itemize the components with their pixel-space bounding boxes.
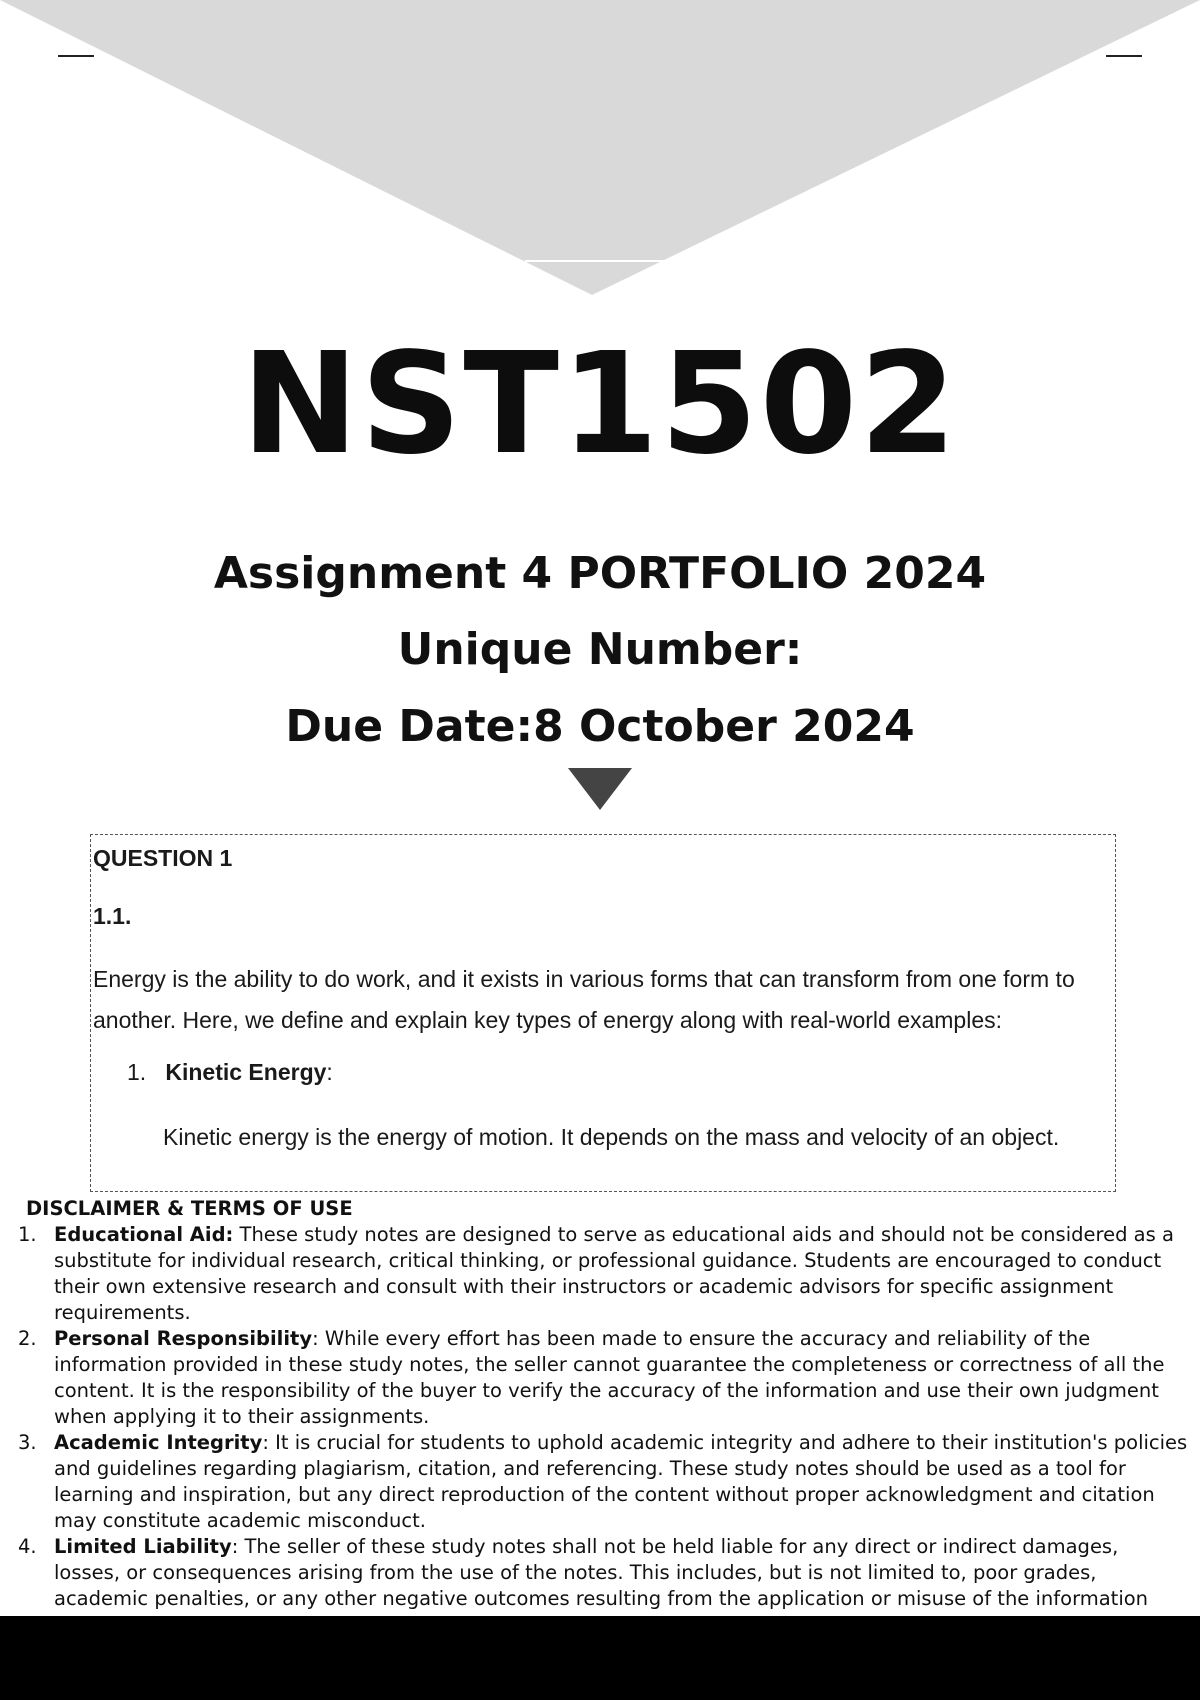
disclaimer-item-text: These study notes are designed to serve as educational aids and should not be considered as a substitute for individual research, critical thinking, or professional guidance. Students are encouraged to conduct their own extensive research and consult with their instructors or academic advisors for specific assignment requirements.	[54, 1223, 1174, 1324]
disclaimer-item-academic-integrity	[0, 1430, 1200, 1534]
course-code-title: NST1502	[241, 323, 959, 486]
question-heading: QUESTION 1	[93, 845, 233, 871]
disclaimer-list	[0, 1222, 1200, 1612]
disclaimer-item-title: Limited Liability	[54, 1535, 232, 1558]
disclaimer-section	[0, 1196, 1200, 1612]
disclaimer-item-title: Educational Aid:	[54, 1223, 234, 1246]
question-list-item	[127, 1059, 333, 1086]
question-intro: Energy is the ability to do work, and it exists in various forms that can transform from one form to another. Here, we define and explain key types of energy along with real-world examples:	[93, 966, 1075, 1033]
disclaimer-item-text: : While every effort has been made to ensure the accuracy and reliability of the information provided in these study notes, the seller cannot guarantee the completeness or correctness of all the content. It is the responsibility of the buyer to verify the accuracy of the information and use their own judgment when applying it to their assignments.	[54, 1327, 1165, 1428]
disclaimer-item-number: 3.	[18, 1431, 37, 1454]
list-item-text: Kinetic energy is the energy of motion. It depends on the mass and velocity of an object.	[163, 1124, 1060, 1150]
disclaimer-item-number: 1.	[18, 1223, 37, 1246]
list-item-number: 1.	[127, 1059, 147, 1085]
disclaimer-item-text: : The seller of these study notes shall not be held liable for any direct or indirect damages, losses, or consequences arising from the use of the notes. This includes, but is not limited to, poor grades, academic penalties, or any other negative outcomes resulting from the application or misuse of the information	[54, 1535, 1149, 1610]
down-arrow-icon	[568, 768, 632, 810]
disclaimer-item-text: : It is crucial for students to uphold academic integrity and adhere to their institution's policies and guidelines regarding plagiarism, citation, and referencing. These study notes should be used as a tool for learning and inspiration, but any direct reproduction of the content without proper acknowledgment and citation may constitute academic misconduct.	[54, 1431, 1188, 1532]
disclaimer-item-limited-liability	[0, 1534, 1200, 1612]
question-preview-box	[90, 834, 1116, 1192]
corner-line-right	[1106, 55, 1142, 57]
list-item-title: Kinetic Energy	[165, 1059, 327, 1085]
corner-line-left	[58, 55, 94, 57]
disclaimer-item-personal-responsibility	[0, 1326, 1200, 1430]
question-subheading: 1.1.	[93, 903, 132, 929]
unique-number-line: Unique Number:	[397, 624, 803, 675]
disclaimer-item-title: Academic Integrity	[54, 1431, 263, 1454]
disclaimer-item-educational-aid	[0, 1222, 1200, 1326]
due-date-line: Due Date:8 October 2024	[285, 701, 915, 752]
header-chevron-banner	[0, 0, 1200, 300]
assignment-title: Assignment 4 PORTFOLIO 2024	[213, 548, 987, 599]
disclaimer-title: DISCLAIMER & TERMS OF USE	[26, 1197, 353, 1220]
list-item-suffix: :	[326, 1059, 333, 1085]
footer-bar	[0, 1616, 1200, 1700]
disclaimer-item-title: Personal Responsibility	[54, 1327, 313, 1350]
disclaimer-item-number: 2.	[18, 1327, 37, 1350]
disclaimer-item-number: 4.	[18, 1535, 37, 1558]
